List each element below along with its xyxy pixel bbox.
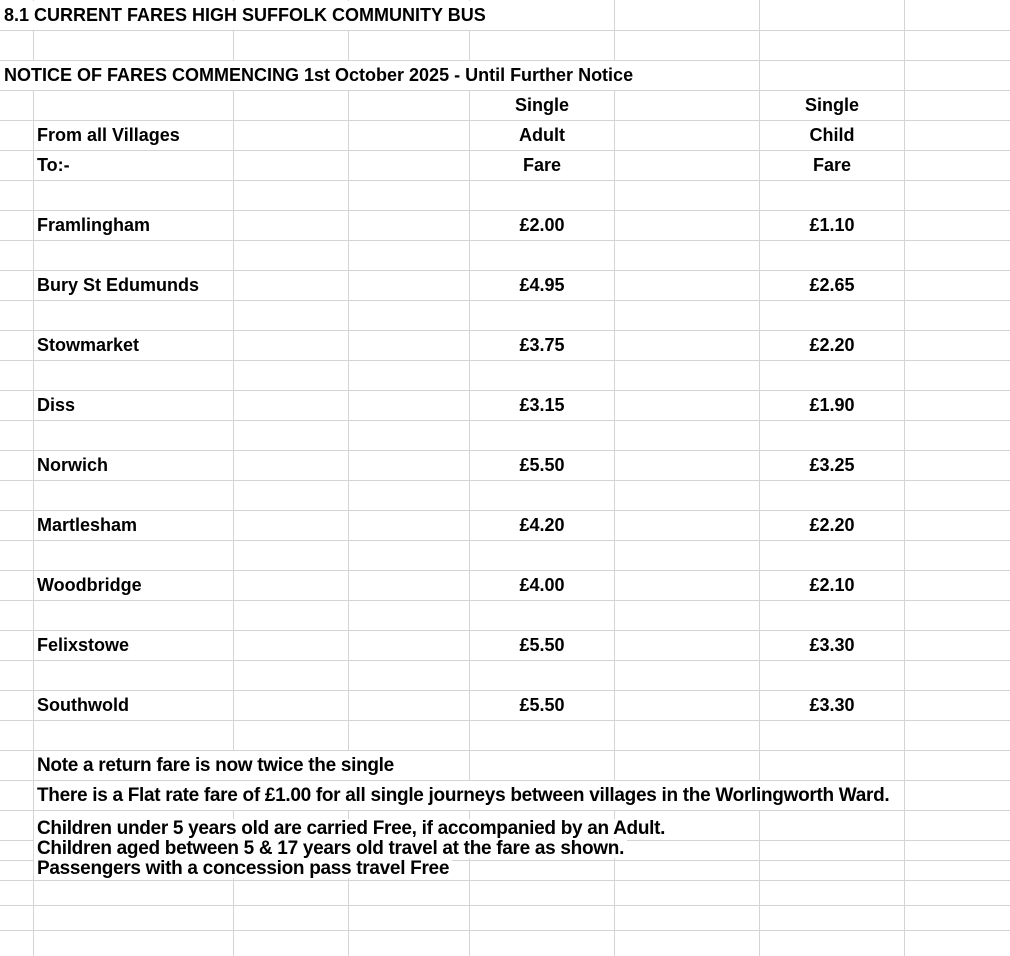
fare-child: £3.30 [760,631,904,660]
from-label: From all Villages [34,121,183,150]
fare-child: £3.30 [760,691,904,720]
fare-adult: £4.20 [470,511,614,540]
fare-adult: £4.95 [470,271,614,300]
grid-row-line [0,600,1010,601]
grid-row-line [0,480,1010,481]
grid-column-line [614,0,615,956]
note-under-5: Children under 5 years old are carried Free, if accompanied by an Adult. [34,819,668,838]
fare-child: £2.20 [760,511,904,540]
grid-row-line [0,660,1010,661]
adult-header-2: Adult [470,121,614,150]
grid-column-line [904,0,905,956]
fare-child: £3.25 [760,451,904,480]
to-label: To:- [34,151,73,180]
sheet-title: 8.1 CURRENT FARES HIGH SUFFOLK COMMUNITY BUS [1,1,489,30]
grid-row-line [0,810,1010,811]
fare-adult: £5.50 [470,451,614,480]
grid-row-line [0,880,1010,881]
fare-destination: Southwold [34,691,132,720]
fare-child: £1.10 [760,211,904,240]
grid-row-line [0,360,1010,361]
grid-column-line [233,0,234,956]
fare-adult: £2.00 [470,211,614,240]
child-header-2: Child [760,121,904,150]
note-5-to-17: Children aged between 5 & 17 years old travel at the fare as shown. [34,839,627,858]
grid-row-line [0,905,1010,906]
fare-adult: £3.15 [470,391,614,420]
fare-child: £2.20 [760,331,904,360]
grid-row-line [0,720,1010,721]
adult-header-1: Single [470,91,614,120]
grid-column-line [348,0,349,956]
fare-destination: Framlingham [34,211,153,240]
note-return: Note a return fare is now twice the single [34,751,397,780]
fare-adult: £5.50 [470,691,614,720]
grid-row-line [0,240,1010,241]
fare-destination: Woodbridge [34,571,145,600]
fare-adult: £5.50 [470,631,614,660]
note-concession: Passengers with a concession pass travel Free [34,859,452,878]
fare-destination: Felixstowe [34,631,132,660]
grid-row-line [0,420,1010,421]
grid-row-line [0,300,1010,301]
fare-adult: £3.75 [470,331,614,360]
adult-header-3: Fare [470,151,614,180]
grid-row-line [0,180,1010,181]
fare-destination: Bury St Edumunds [34,271,202,300]
note-flat-rate: There is a Flat rate fare of £1.00 for all single journeys between villages in the Worlingworth Ward. [34,781,892,810]
grid-row-line [0,930,1010,931]
fare-destination: Diss [34,391,78,420]
fare-destination: Norwich [34,451,111,480]
fare-child: £1.90 [760,391,904,420]
child-header-1: Single [760,91,904,120]
notice-heading: NOTICE OF FARES COMMENCING 1st October 2025 - Until Further Notice [1,61,636,90]
grid-row-line [0,540,1010,541]
grid-row-line [0,30,1010,31]
fare-destination: Martlesham [34,511,140,540]
fare-child: £2.10 [760,571,904,600]
fare-adult: £4.00 [470,571,614,600]
fare-destination: Stowmarket [34,331,142,360]
fare-child: £2.65 [760,271,904,300]
child-header-3: Fare [760,151,904,180]
